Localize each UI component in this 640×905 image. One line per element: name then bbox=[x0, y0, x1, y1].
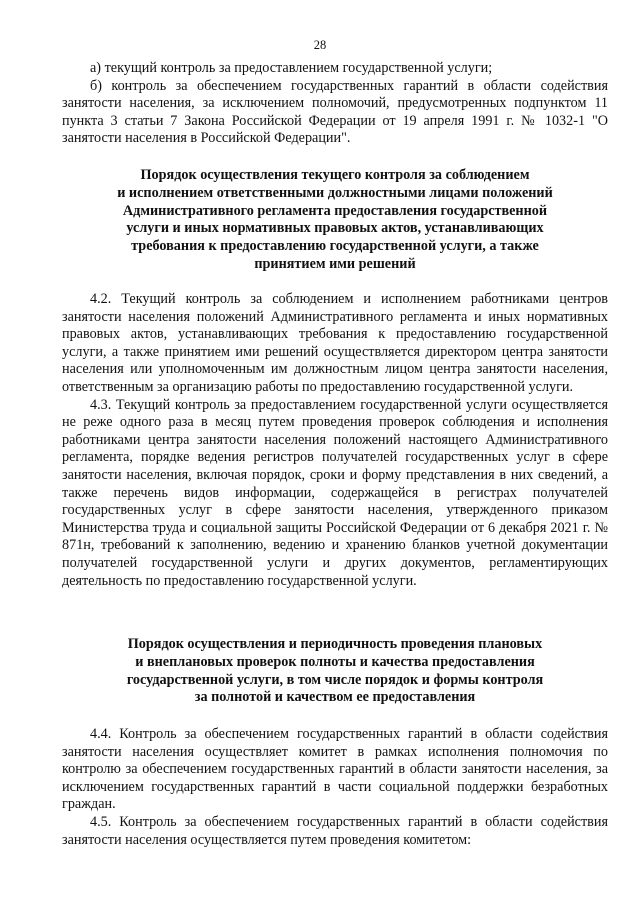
heading-line: принятием ими решений bbox=[254, 255, 416, 272]
heading-line: за полнотой и качеством ее предоставления bbox=[194, 689, 476, 706]
list-item-a: а) текущий контроль за предоставлением государственной услуги; bbox=[90, 60, 493, 76]
paragraph-4-3: 4.3. Текущий контроль за предоставлением государственной услуги осуществляется не реже одного раза в месяц путем проведения проверок соблюдения и исполнения работниками центра занятости населения положений настоящего Административного регламента, порядке ведения регистров получателей государственных услуг в сфере занятости населения, включая порядок, сроки и форму представления в них сведений, а также перечень видов информации, содержащейся в регистрах получателей государственных услуг в сфере занятости населения, утвержденного приказом Министерства труда и социальной защиты Российской Федерации от 6 декабря 2021 г. № 871н, требований к заполнению, ведению и хранению бланков учетной документации получателей государственной услуги и других документов, регламентирующих деятельность по предоставлению государственной услуги. bbox=[62, 396, 608, 589]
list-item-b: б) контроль за обеспечением государственных гарантий в области содействия занятости населения, за исключением полномочий, предусмотренных подпунктом 11 пункта 3 статьи 7 Закона Российской Федерации от 19 апреля 1991 г. № 1032-1 "О занятости населения в Российской Федерации". bbox=[62, 77, 608, 147]
heading-line: Административного регламента предоставления государственной bbox=[122, 202, 548, 219]
heading-line: требования к предоставлению государственной услуги, а также bbox=[131, 238, 539, 255]
section-heading-current-control bbox=[62, 167, 608, 274]
intro-list bbox=[62, 60, 608, 148]
heading-line: Порядок осуществления и периодичность проведения плановых bbox=[127, 636, 543, 652]
section-heading-inspections bbox=[62, 636, 608, 707]
heading-line: и исполнением ответственными должностными лицами положений bbox=[117, 184, 553, 201]
paragraph-4-4: 4.4. Контроль за обеспечением государственных гарантий в области содействия занятости населения осуществляет комитет в рамках исполнения полномочия по контролю за обеспечением государственных гарантий в области занятости населения, за исключением государственных гарантий в части социальной поддержки безработных граждан. bbox=[62, 726, 608, 813]
paragraph-4-2: 4.2. Текущий контроль за соблюдением и исполнением работниками центров занятости населения положений Административного регламента и иных нормативных правовых актов, устанавливающих требования к предоставлению государственной услуги, а также принятием ими решений осуществляется директором центра занятости населения или уполномоченным им должностным лицом центра занятости населения, ответственным за организацию работы по предоставлению государственной услуги. bbox=[62, 291, 608, 395]
section1-body bbox=[62, 291, 608, 590]
heading-line: Порядок осуществления текущего контроля за соблюдением bbox=[140, 167, 530, 183]
heading-line: государственной услуги, в том числе порядок и формы контроля bbox=[126, 671, 544, 688]
section2-body bbox=[62, 726, 608, 849]
heading-line: услуги и иных нормативных правовых актов, устанавливающих bbox=[126, 220, 544, 237]
page-number: 28 bbox=[313, 38, 327, 52]
paragraph-4-5: 4.5. Контроль за обеспечением государственных гарантий в области содействия занятости населения осуществляется путем проведения комитетом: bbox=[62, 813, 608, 848]
heading-line: и внеплановых проверок полноты и качества предоставления bbox=[135, 653, 535, 670]
